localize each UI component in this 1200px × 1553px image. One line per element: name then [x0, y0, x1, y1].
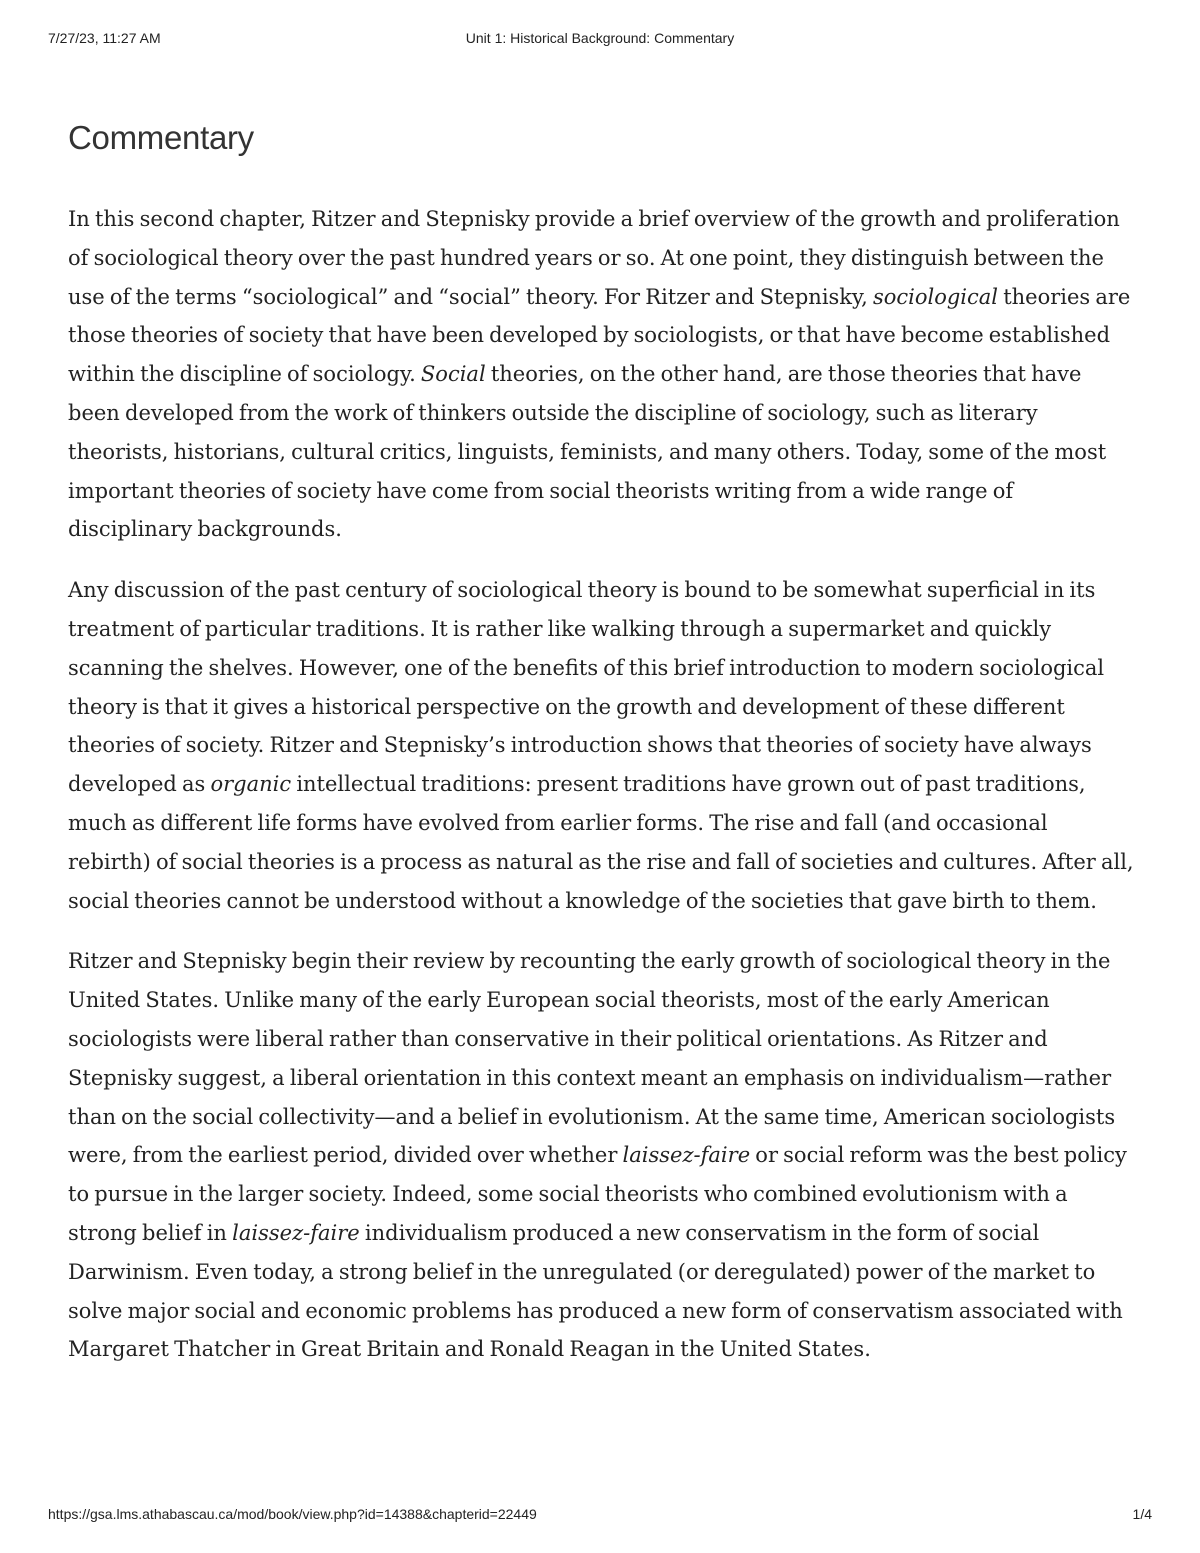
print-page-number: 1/4 [1132, 1506, 1152, 1522]
paragraph-1-text-b: theories are those theories of society that have been developed by sociologists, or that have become established within the discipline of sociology. [68, 284, 1131, 387]
print-url[interactable]: https://gsa.lms.athabascau.ca/mod/book/view.php?id=14388&chapterid=22449 [48, 1506, 537, 1522]
print-footer [48, 1506, 1152, 1526]
paragraph-1-text-a: In this second chapter, Ritzer and Stepnisky provide a brief overview of the growth and proliferation of sociological theory over the past hundred years or so. At one point, they distinguish between the use of the terms “sociological” and “social” theory. For Ritzer and Stepnisky, [68, 207, 1120, 309]
paragraph-1 [68, 200, 1134, 549]
print-page-title: Unit 1: Historical Background: Commentary [465, 30, 735, 46]
paragraph-3-text-b: or social reform was the best policy to pursue in the larger society. Indeed, some social theorists who combined evolutionism with a strong belief in [68, 1143, 1127, 1245]
paragraph-1-text-c: theories, on the other hand, are those theories that have been developed from the work of thinkers outside the discipline of sociology, such as literary theorists, historians, cultural critics, linguists, feminists, and many others. Today, some of the most important theories of society have come from social theorists writing from a wide range of disciplinary backgrounds. [68, 362, 1107, 542]
paragraph-3-text-a: Ritzer and Stepnisky begin their review by recounting the early growth of sociological theory in the United States. Unlike many of the early European social theorists, most of the early American sociologists were liberal rather than conservative in their political orientations. As Ritzer and Stepnisky suggest, a liberal orientation in this context meant an emphasis on individualism—rather than on the social collectivity—and a belief in evolutionism. At the same time, American sociologists were, from the earliest period, divided over whether [68, 949, 1116, 1168]
paragraph-2 [68, 571, 1134, 920]
emphasis-sociological: sociological [872, 284, 999, 309]
emphasis-social: Social [420, 362, 486, 387]
print-header [48, 30, 1152, 50]
paragraph-2-text-a: Any discussion of the past century of sociological theory is bound to be somewhat superficial in its treatment of particular traditions. It is rather like walking through a supermarket and quickly scanning the shelves. However, one of the benefits of this brief introduction to modern sociological theory is that it gives a historical perspective on the growth and development of these different theories of society. Ritzer and Stepnisky’s introduction shows that theories of society have always developed as [68, 578, 1105, 797]
emphasis-laissez-faire-2: laissez-faire [232, 1220, 360, 1245]
paragraph-3-text-c: individualism produced a new conservatism in the form of social Darwinism. Even today, a strong belief in the unregulated (or deregulated) power of the market to solve major social and economic problems has produced a new form of conservatism associated with Margaret Thatcher in Great Britain and Ronald Reagan in the United States. [68, 1220, 1123, 1362]
print-datetime: 7/27/23, 11:27 AM [48, 30, 161, 46]
emphasis-organic: organic [210, 772, 292, 797]
page-heading: Commentary [68, 119, 254, 156]
paragraph-3 [68, 942, 1134, 1369]
article-content [68, 116, 1134, 1391]
paragraph-2-text-b: intellectual traditions: present traditions have grown out of past traditions, much as different life forms have evolved from earlier forms. The rise and fall (and occasional rebirth) of social theories is a process as natural as the rise and fall of societies and cultures. After all, social theories cannot be understood without a knowledge of the societies that gave birth to them. [68, 772, 1134, 913]
emphasis-laissez-faire-1: laissez-faire [622, 1143, 751, 1168]
